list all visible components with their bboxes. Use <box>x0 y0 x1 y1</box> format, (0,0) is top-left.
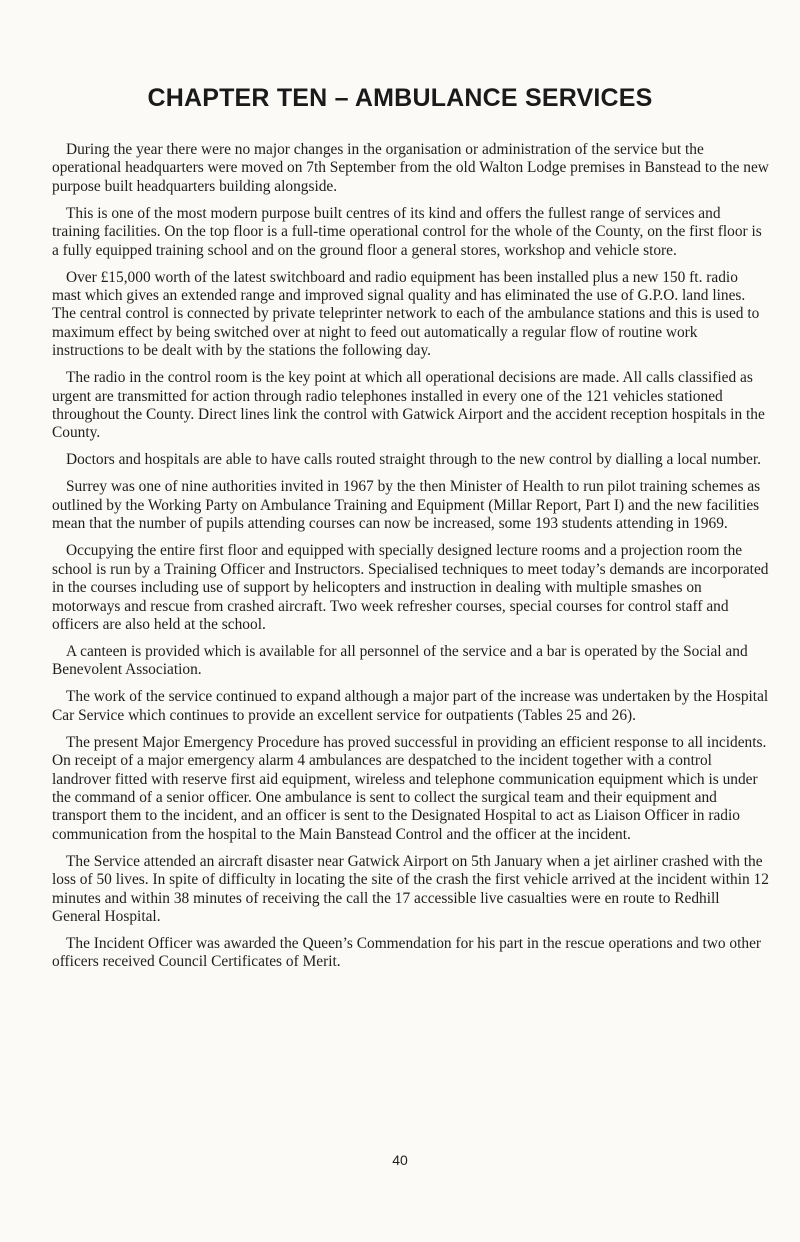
paragraph-canteen: A canteen is provided which is available for all personnel of the service and a bar is operated by the Social and Benevolent Association. <box>52 642 748 679</box>
paragraph-training-school: Occupying the entire first floor and equipped with specially designed lecture rooms and a projection room the school is run by a Training Officer and Instructors. Specialised techniques to meet today’s demands are incorporated in the courses including use of support by helicopters and instruction in dealing with multiple smashes on motorways and rescue from crashed aircraft. Two week refresher courses, special courses for control staff and officers are also held at the school. <box>52 542 769 633</box>
paragraph-facilities: This is one of the most modern purpose built centres of its kind and offers the fullest range of services and training facilities. On the top floor is a full-time operational control for the whole of the County, on the first floor is a fully equipped training school and on the ground floor a general stores, workshop and vehicle store. <box>52 204 762 259</box>
paragraph-doctors-hospitals: Doctors and hospitals are able to have calls routed straight through to the new control by dialling a local number. <box>66 451 761 469</box>
paragraph-hospital-car-service: The work of the service continued to expand although a major part of the increase was undertaken by the Hospital Car Service which continues to provide an excellent service for outpatients (Tables 25 and 26). <box>52 688 769 724</box>
chapter-title: CHAPTER TEN – AMBULANCE SERVICES <box>147 84 653 112</box>
paragraph-major-emergency: The present Major Emergency Procedure has proved successful in providing an efficient response to all incidents. On receipt of a major emergency alarm 4 ambulances are despatched to the incident together with a control landrover fitted with reserve first aid equipment, wireless and telephone communication equipment which is under the command of a senior officer. One ambulance is sent to collect the surgical team and their equipment and transport them to the incident, and an officer is sent to the Designated Hospital to act as Liaison Officer in radio communication from the hospital to the Main Banstead Control and the officer at the incident. <box>52 733 767 843</box>
page-number: 40 <box>392 1152 408 1168</box>
paragraph-aircraft-disaster: The Service attended an aircraft disaster near Gatwick Airport on 5th January when a jet airliner crashed with the loss of 50 lives. In spite of difficulty in locating the site of the crash the first vehicle arrived at the incident within 12 minutes and within 38 minutes of receiving the call the 17 accessible live casualties were en route to Redhill General Hospital. <box>52 852 769 925</box>
paragraph-pilot-training: Surrey was one of nine authorities invited in 1967 by the then Minister of Health to run pilot training schemes as outlined by the Working Party on Ambulance Training and Equipment (Millar Report, Part I) and the new facilities mean that the number of pupils attending courses can now be increased, some 193 students attending in 1969. <box>52 478 761 533</box>
paragraph-headquarters-move: During the year there were no major changes in the organisation or administration of the service but the operational headquarters were moved on 7th September from the old Walton Lodge premises in Banstead to the new purpose built headquarters building alongside. <box>52 141 769 195</box>
body-text <box>52 141 770 980</box>
paragraph-control-room: The radio in the control room is the key point at which all operational decisions are made. All calls classified as urgent are transmitted for action through radio telephones installed in every one of the 121 vehicles stationed throughout the County. Direct lines link the control with Gatwick Airport and the accident reception hospitals in the County. <box>52 369 765 442</box>
paragraph-commendation: The Incident Officer was awarded the Queen’s Commendation for his part in the rescue operations and two other officers received Council Certificates of Merit. <box>52 934 762 971</box>
paragraph-radio-equipment: Over £15,000 worth of the latest switchboard and radio equipment has been installed plus a new 150 ft. radio mast which gives an extended range and improved signal quality and has eliminated the use of G.P.O. land lines. The central control is connected by private teleprinter network to each of the ambulance stations and this is used to maximum effect by being switched over at night to feed out automatically a regular flow of routine work instructions to be dealt with by the stations the following day. <box>52 268 760 360</box>
